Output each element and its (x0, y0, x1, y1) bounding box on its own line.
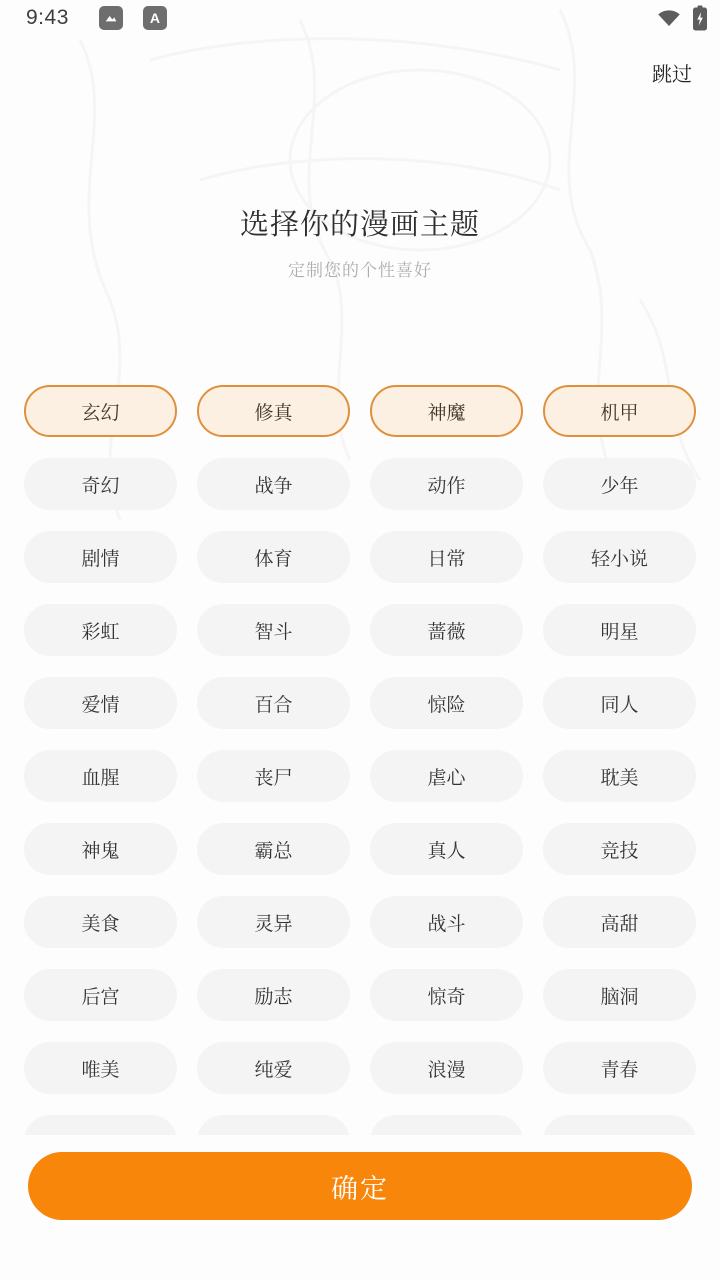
clock-text: 9:43 (26, 6, 69, 29)
page-title: 选择你的漫画主题 (239, 209, 480, 241)
tag-pill[interactable]: 少年 (543, 458, 696, 510)
tag-pill[interactable]: 机甲 (543, 385, 696, 437)
tag-pill[interactable]: 战争 (197, 458, 350, 510)
tag-grid (0, 385, 720, 1135)
tag-pill[interactable]: 美食 (24, 896, 177, 948)
tag-pill[interactable]: 真人 (370, 823, 523, 875)
gallery-icon (99, 6, 123, 30)
tag-pill[interactable]: 唯美 (24, 1042, 177, 1094)
tag-pill[interactable]: 霸总 (197, 823, 350, 875)
page-subtitle: 定制您的个性喜好 (288, 261, 432, 280)
tag-pill[interactable]: 动作 (370, 458, 523, 510)
status-bar (0, 0, 720, 36)
battery-charging-icon (692, 5, 708, 31)
tag-pill[interactable]: 剧情 (24, 531, 177, 583)
tag-pill-partial[interactable] (370, 1115, 523, 1135)
tag-pill[interactable]: 丧尸 (197, 750, 350, 802)
tag-pill[interactable]: 耽美 (543, 750, 696, 802)
tag-pill[interactable]: 修真 (197, 385, 350, 437)
footer (0, 1135, 720, 1280)
tag-pill[interactable]: 励志 (197, 969, 350, 1021)
skip-button[interactable]: 跳过 (652, 58, 692, 87)
tag-pill[interactable]: 玄幻 (24, 385, 177, 437)
tag-pill-partial[interactable] (543, 1115, 696, 1135)
tag-pill-partial[interactable] (24, 1115, 177, 1135)
confirm-button[interactable]: 确定 (28, 1152, 692, 1220)
tag-pill[interactable]: 后宫 (24, 969, 177, 1021)
tag-pill[interactable]: 同人 (543, 677, 696, 729)
tag-pill[interactable]: 体育 (197, 531, 350, 583)
tag-pill[interactable]: 脑洞 (543, 969, 696, 1021)
tag-pill[interactable]: 战斗 (370, 896, 523, 948)
tag-pill[interactable]: 竞技 (543, 823, 696, 875)
tag-pill[interactable]: 灵异 (197, 896, 350, 948)
tag-pill[interactable]: 虐心 (370, 750, 523, 802)
tag-pill[interactable]: 纯爱 (197, 1042, 350, 1094)
tag-pill[interactable]: 轻小说 (543, 531, 696, 583)
tag-pill[interactable]: 智斗 (197, 604, 350, 656)
tag-pill[interactable]: 神魔 (370, 385, 523, 437)
tag-pill[interactable]: 彩虹 (24, 604, 177, 656)
tag-pill[interactable]: 惊险 (370, 677, 523, 729)
tag-pill[interactable]: 惊奇 (370, 969, 523, 1021)
tag-pill[interactable]: 浪漫 (370, 1042, 523, 1094)
tag-pill-partial[interactable] (197, 1115, 350, 1135)
tag-pill[interactable]: 明星 (543, 604, 696, 656)
tag-pill[interactable]: 百合 (197, 677, 350, 729)
tag-pill[interactable]: 日常 (370, 531, 523, 583)
wifi-icon (656, 7, 682, 29)
tag-pill[interactable]: 血腥 (24, 750, 177, 802)
letter-a-icon: A (143, 6, 167, 30)
tag-pill[interactable]: 高甜 (543, 896, 696, 948)
tag-pill[interactable]: 青春 (543, 1042, 696, 1094)
tag-pill[interactable]: 奇幻 (24, 458, 177, 510)
tag-pill[interactable]: 蔷薇 (370, 604, 523, 656)
tag-pill[interactable]: 神鬼 (24, 823, 177, 875)
tag-pill[interactable]: 爱情 (24, 677, 177, 729)
